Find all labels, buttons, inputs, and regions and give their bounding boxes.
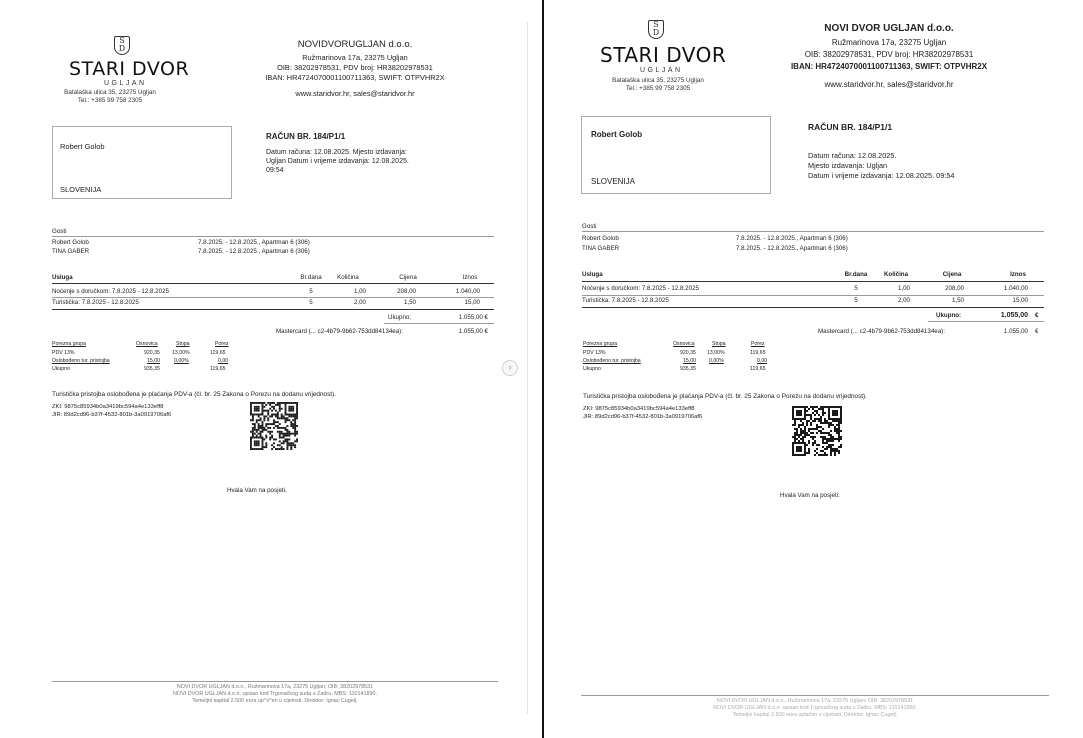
buyer-name: Robert Golob [591,130,643,139]
tax-rate: 0,00% [174,358,189,364]
invoice-meta [808,151,954,181]
footer-line: NOVI DVOR UGLJAN d.o.o. upisan kod Trgovačkog suda u Zadru. MBS: 110141890. [173,691,377,697]
tax-base: 935,35 [144,366,160,372]
total-value: 1.055,00 [1000,312,1028,319]
tax-col-rate: Stopa [712,341,726,347]
footer-line: NOVI DVOR UGLJAN d.o.o. upisan kod Trgovačkog suda u Zadru. MBS: 110141890. [713,705,917,711]
service-days: 5 [854,285,858,292]
invoice-meta-line: Mjesto izdavanja: Ugljan [808,161,888,170]
col-price: Cijena [942,271,962,278]
tax-group: PDV 13% [583,350,606,356]
tax-rate: 13,00% [172,350,190,356]
tax-amount: 119,65 [750,366,766,372]
stari-dvor-logo-icon: S D [648,20,664,39]
company-address: Ružmarinova 17a, 23275 Ugljan [831,38,947,47]
service-amount: 1.040,00 [1003,285,1028,292]
footer-line: NOVI DVOR UGLJAN d.o.o., Ružmarinova 17a, 23275 Ugljan; OIB: 38202978531 [716,698,914,704]
guest-name: Robert Golob [52,239,89,246]
guest-stay: 7.8.2025. - 12.8.2025., Apartman 6 (306) [198,239,310,246]
total-currency: € [1035,312,1039,319]
buyer-country: SLOVENIJA [60,185,102,194]
company-oib: OIB: 38202978531, PDV broj: HR38202978531 [804,50,974,59]
zki-code: ZKI: 9875c85934b0a3419bc594a4e133eff8 [52,404,164,410]
invoice-page-right [544,0,1083,738]
tax-rate: 0,00% [709,358,724,364]
col-qty: Količina [883,271,909,278]
service-price: 208,00 [945,285,964,292]
tax-col-base: Osnovica [136,341,158,347]
services-footer-divider [52,309,494,310]
company-web: www.staridvor.hr, sales@staridvor.hr [295,89,415,98]
service-days: 5 [309,288,313,295]
payment-value: 1.055,00 € [458,328,488,335]
invoice-meta-line: 09:54 [266,167,284,174]
service-days: 5 [854,297,858,304]
guests-divider [52,236,494,237]
service-name: Noćenje s doručkom: 7.8.2025 - 12.8.2025 [52,288,169,295]
brand-sub: UGLJAN [104,80,147,87]
tax-base: 15,00 [147,358,160,364]
tax-amount: 0,00 [218,358,229,364]
service-days: 5 [309,299,313,306]
page-edge [527,22,528,714]
vat-exemption-note: Turistička pristojba oslobođena je plaćanja PDV-a (čl. br. 25 Zakona o Porezu na dodanu vrijednost). [583,393,867,400]
footer-divider [52,681,498,682]
col-amount: Iznos [1010,271,1026,278]
footer-text [581,698,1049,719]
chevron-right-icon: › [508,362,512,373]
footer-divider [581,695,1049,696]
services-header-divider [52,283,494,284]
guests-label: Gosti [52,228,67,235]
services-footer-divider [582,307,1044,308]
buyer-box [52,126,232,199]
tax-amount: 119,65 [210,366,226,372]
service-name: Noćenje s doručkom: 7.8.2025 - 12.8.2025 [582,285,699,292]
buyer-name: Robert Golob [60,142,105,151]
invoice-title: RAČUN BR. 184/P1/1 [266,132,346,141]
jir-code: JIR: 89d2cd96-b37f-4532-801b-3a0919706af6 [52,412,172,418]
tax-amount: 119,65 [210,350,226,356]
tax-col-group: Porezna grupa [52,341,87,347]
guest-stay: 7.8.2025. - 12.8.2025., Apartman 6 (306) [736,235,848,242]
footer-line: Temeljni kapital 2.500 eura uplaćen u cijelosti. Direktor: Ignac Cugelj. [732,712,898,718]
total-value: 1.055,00 € [458,314,488,321]
tax-group: Oslobođeno tur. pristojba [583,358,641,364]
payment-label: Mastercard (... c2-4b79-9b62-753dd84134ea): [276,328,403,335]
tax-group: Ukupno [52,366,70,372]
col-service: Usluga [582,271,603,278]
company-address: Ružmarinova 17a, 23275 Ugljan [302,53,408,62]
service-qty: 1,00 [353,288,366,295]
service-qty: 2,00 [897,297,910,304]
company-iban: IBAN: HR4724070001100711363, SWIFT: OTPVHR2X [790,62,988,71]
service-row-divider [582,295,1044,296]
guest-stay: 7.8.2025. - 12.8.2025., Apartman 6 (306) [198,248,310,255]
guests-label: Gosti [582,223,597,230]
tax-amount: 0,00 [757,358,768,364]
brand-address: Batalaška ulica 35, 23275 Ugljan [612,77,704,84]
tax-col-tax: Porez [751,341,765,347]
services-header-divider [582,281,1044,282]
col-service: Usluga [52,274,73,281]
vat-exemption-note: Turistička pristojba oslobođena je plaćanja PDV-a (čl. br. 25 Zakona o Porezu na dodanu vrijednost). [52,391,336,398]
company-name: NOVIDVORUGLJAN d.o.o. [297,39,413,50]
payment-label: Mastercard (... c2-4b79-9b62-753dd84134ea): [818,328,945,335]
invoice-title: RAČUN BR. 184/P1/1 [808,122,893,132]
tax-col-base: Osnovica [673,341,695,347]
service-price: 1,50 [951,297,964,304]
payment-value: 1.055,00 [1003,328,1028,335]
footer-line: Temeljni kapital 2.500 eura up^x^en u cijelosti. Direktor: Ignac Cugelj. [192,698,358,704]
service-name: Turistička: 7.8.2025 - 12.8.2025 [52,299,139,306]
tax-amount: 119,65 [750,350,766,356]
thanks-text: Hvala Vam na posjeti. [780,492,840,499]
service-qty: 2,00 [353,299,366,306]
company-oib: OIB: 38202978531, PDV broj: HR38202978531 [277,63,433,72]
company-block [774,23,1004,89]
col-qty: Količina [337,274,359,281]
qr-code [792,406,842,456]
company-web: www.staridvor.hr, sales@staridvor.hr [824,80,954,89]
guest-name: TINA GABER [52,248,90,255]
col-amount: Iznos [462,274,478,281]
col-price: Cijena [399,274,417,281]
invoice-meta-line: Datum i vrijeme izdavanja: 12.08.2025. 09:54 [808,171,955,180]
fiscal-codes [583,405,702,421]
footer-line: NOVI DVOR UGLJAN d.o.o., Ružmarinova 17a, 23275 Ugljan; OIB: 38202978531 [176,684,374,690]
total-divider [928,321,1044,322]
brand-phone: Tel.: +385 99 758 2305 [625,85,691,92]
brand-phone: Tel.: +385 99 758 2305 [77,97,143,104]
tax-base: 920,35 [680,350,696,356]
company-block [240,39,470,98]
tax-group: Oslobođeno tur. pristojba [52,358,110,364]
service-qty: 1,00 [897,285,910,292]
guest-stay: 7.8.2025. - 12.8.2025., Apartman 6 (306) [736,245,848,252]
buyer-box [581,116,771,194]
qr-code [250,402,298,450]
total-label: Ukupno: [388,314,412,321]
guests-divider [582,231,1044,232]
tax-base: 15,00 [683,358,696,364]
buyer-country: SLOVENIJA [591,177,636,186]
total-label: Ukupno: [936,312,962,319]
tax-base: 935,35 [680,366,696,372]
service-price: 1,50 [403,299,416,306]
company-name: NOVI DVOR UGLJAN d.o.o. [824,23,954,34]
brand-name: STARI DVOR [600,43,727,67]
fiscal-codes [52,403,171,419]
tax-group: PDV 13% [52,350,75,356]
brand-sub: UGLJAN [640,67,683,74]
jir-code: JIR: 89d2cd96-b37f-4532-801b-3a0919706af6 [583,414,703,420]
col-days: Br.dana [300,274,322,281]
zki-code: ZKI: 9875c85934b0a3419bc594a4e133eff8 [583,406,695,412]
brand-name: STARI DVOR [69,58,190,80]
tax-col-tax: Porez [215,341,229,347]
service-amount: 1.040,00 [455,288,480,295]
next-page-button[interactable] [502,360,518,376]
tax-col-rate: Stopa [176,341,190,347]
tax-col-group: Porezna grupa [583,341,618,347]
service-amount: 15,00 [1012,297,1028,304]
service-price: 208,00 [397,288,416,295]
service-amount: 15,00 [464,299,480,306]
guest-name: Robert Golob [582,235,619,242]
invoice-meta-line: Datum računa: 12.08.2025. [808,151,897,160]
tax-rate: 13,00% [707,350,725,356]
service-row-divider [52,297,494,298]
invoice-meta [266,148,409,175]
invoice-meta-line: Ugljan Datum i vrijeme izdavanja: 12.08.2025. [266,158,409,165]
total-divider [384,323,494,324]
invoice-meta-line: Datum računa: 12.08.2025. Mjesto izdavanja: [266,149,407,156]
guest-name: TINA GABER [582,245,620,252]
footer-text [52,684,498,705]
tax-base: 920,35 [144,350,160,356]
tax-group: Ukupno [583,366,601,372]
payment-currency: € [1035,328,1039,335]
company-iban: IBAN: HR4724070001100711363, SWIFT: OTPVHR2X [265,73,445,82]
brand-address: Batalaška ulica 35, 23275 Ugljan [64,89,156,96]
service-name: Turistička: 7.8.2025 - 12.8.2025 [582,297,669,304]
col-days: Br.dana [844,271,868,278]
stari-dvor-logo-icon: S D [114,36,130,55]
thanks-text: Hvala Vam na posjeti. [227,487,287,494]
